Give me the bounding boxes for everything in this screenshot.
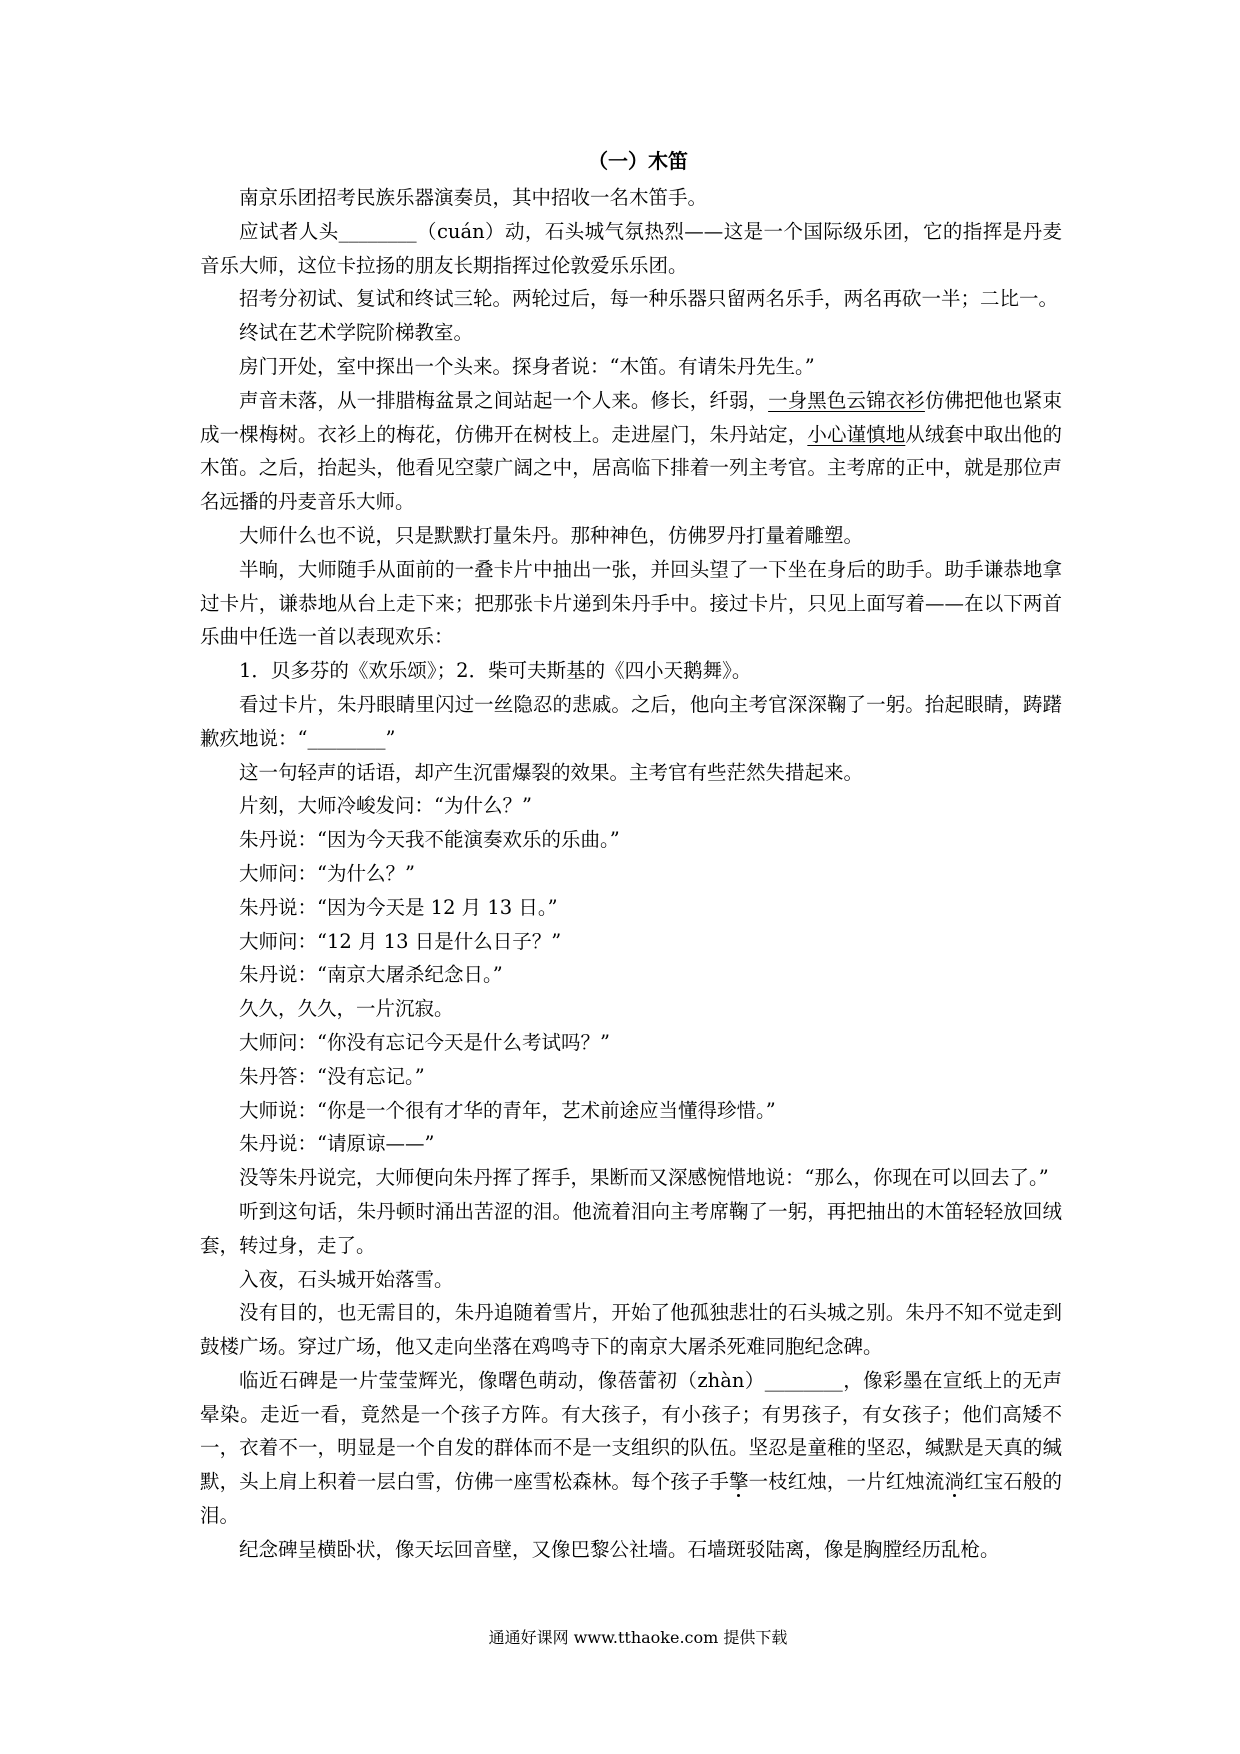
text-segment: 一枝红烛，一片红烛流 (748, 1470, 945, 1494)
paragraph (200, 1364, 1062, 1533)
paragraph: 没有目的，也无需目的，朱丹追随着雪片，开始了他孤独悲壮的石头城之别。朱丹不知不觉走到鼓楼广场。穿过广场，他又走向坐落在鸡鸣寺下的南京大屠杀死难同胞纪念碑。 (200, 1301, 1062, 1359)
text-segment: 红宝石般的泪。 (200, 1470, 1062, 1528)
paragraph: 朱丹说：“因为今天是 12 月 13 日。” (239, 895, 558, 919)
paragraph: 招考分初试、复试和终试三轮。两轮过后，每一种乐器只留两名乐手，两名再砍一半；二比一。 (239, 287, 1059, 311)
text-segment: 从绒套中取出他的木笛。之后，抬起头，他看见空蒙广阔之中，居高临下排着一列主考官。主考席的正中，就是那位声名远播的丹麦音乐大师。 (200, 422, 1062, 514)
paragraph: 片刻，大师冷峻发问：“为什么？” (239, 794, 532, 818)
dotted-character: 擎 (728, 1470, 749, 1494)
paragraph: 大师问：“你没有忘记今天是什么考试吗？” (239, 1030, 610, 1054)
paragraph: 应试者人头________（cuán）动，石头城气氛热烈——这是一个国际级乐团，它的指挥是丹麦音乐大师，这位卡拉扬的朋友长期指挥过伦敦爱乐乐团。 (200, 219, 1062, 277)
paragraph (200, 384, 1062, 519)
page-footer: 通通好课网 www.tthaoke.com 提供下载 (488, 1628, 788, 1647)
page-title: （一）木笛 (588, 149, 688, 173)
paragraph: 终试在艺术学院阶梯教室。 (239, 321, 474, 345)
dotted-character: 淌 (944, 1470, 965, 1494)
paragraph: 大师问：“12 月 13 日是什么日子？” (239, 929, 562, 953)
text-segment: 声音未落，从一排腊梅盆景之间站起一个人来。修长，纤弱， (239, 388, 769, 412)
paragraph: 看过卡片，朱丹眼睛里闪过一丝隐忍的悲戚。之后，他向主考官深深鞠了一躬。抬起眼睛，踌躇歉疚地说：“________” (200, 692, 1062, 750)
paragraph: 南京乐团招考民族乐器演奏员，其中招收一名木笛手。 (239, 186, 708, 209)
paragraph: 大师问：“为什么？” (239, 861, 415, 885)
paragraph: 房门开处，室中探出一个头来。探身者说：“木笛。有请朱丹先生。” (239, 354, 815, 378)
paragraph: 没等朱丹说完，大师便向朱丹挥了挥手，果断而又深感惋惜地说：“那么，你现在可以回去了。” (239, 1166, 1049, 1190)
paragraph: 半晌，大师随手从面前的一叠卡片中抽出一张，并回头望了一下坐在身后的助手。助手谦恭地拿过卡片，谦恭地从台上走下来；把那张卡片递到朱丹手中。接过卡片，只见上面写着——在以下两首乐曲中任选一首以表现欢乐： (200, 557, 1062, 649)
paragraph: 朱丹答：“没有忘记。” (239, 1064, 425, 1088)
paragraph: 纪念碑呈横卧状，像天坛回音壁，又像巴黎公社墙。石墙斑驳陆离，像是胸膛经历乱枪。 (239, 1537, 1000, 1561)
text-segment: 仿佛把他也紧束成一棵梅树。衣衫上的梅花，仿佛开在树枝上。走进屋门，朱丹站定， (200, 388, 1062, 446)
text-segment: 临近石碑是一片莹莹辉光，像曙色萌动，像蓓蕾初（zhàn）________，像彩墨在宣纸上的无声晕染。走近一看，竟然是一个孩子方阵。有大孩子，有小孩子；有男孩子，有女孩子；他们高矮不一，衣着不一，明显是一个自发的群体而不是一支组织的队伍。坚忍是童稚的坚忍，缄默是天真的缄默，头上肩上积着一层白雪，仿佛一座雪松森林。每个孩子手 (200, 1368, 1062, 1494)
underlined-phrase: 一身黑色云锦衣衫 (768, 388, 925, 412)
paragraph: 大师什么也不说，只是默默打量朱丹。那种神色，仿佛罗丹打量着雕塑。 (239, 523, 864, 547)
paragraph: 朱丹说：“请原谅——” (239, 1132, 435, 1156)
underlined-phrase: 小心谨慎地 (807, 422, 906, 446)
article-body (200, 181, 1062, 1567)
paragraph: 听到这句话，朱丹顿时涌出苦涩的泪。他流着泪向主考席鞠了一躬，再把抽出的木笛轻轻放回绒套，转过身，走了。 (200, 1199, 1062, 1257)
paragraph: 朱丹说：“南京大屠杀纪念日。” (239, 963, 503, 987)
paragraph: 1．贝多芬的《欢乐颂》；2．柴可夫斯基的《四小天鹅舞》。 (239, 659, 752, 683)
paragraph: 这一句轻声的话语，却产生沉雷爆裂的效果。主考官有些茫然失措起来。 (239, 760, 864, 784)
paragraph: 入夜，石头城开始落雪。 (239, 1267, 454, 1291)
paragraph: 久久，久久，一片沉寂。 (239, 997, 454, 1021)
paragraph: 大师说：“你是一个很有才华的青年，艺术前途应当懂得珍惜。” (239, 1098, 776, 1122)
paragraph: 朱丹说：“因为今天我不能演奏欢乐的乐曲。” (239, 828, 620, 852)
